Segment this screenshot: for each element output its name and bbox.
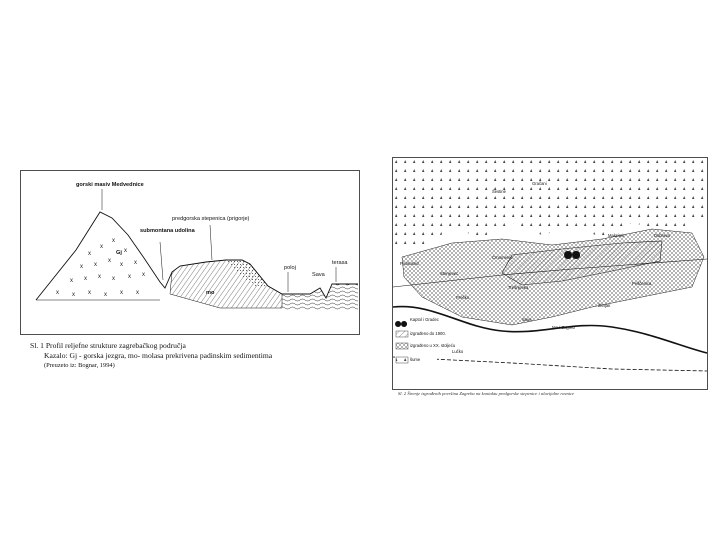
map-label-crnomerec: Črnomerec <box>492 255 513 260</box>
svg-text:x: x <box>100 244 103 250</box>
relief-profile-drawing <box>20 170 360 335</box>
relief-profile-figure <box>20 170 360 335</box>
map-label-precko: Prečko <box>456 295 470 300</box>
legend-item-forest: šume <box>410 357 421 362</box>
figure2-caption: Sl. 2 Širenje izgrađenih površina Zagreba na kontaktu predgorske stepenice i aluvijalne ravnice <box>398 391 575 396</box>
svg-text:x: x <box>84 276 87 282</box>
map-label-maksimir: Maksimir <box>608 233 625 238</box>
svg-text:x: x <box>112 276 115 282</box>
label-river: Sava <box>312 272 325 278</box>
svg-text:x: x <box>72 292 75 298</box>
map-label-pescenica: Peščenica <box>632 281 652 286</box>
label-molasse: mo <box>206 290 215 296</box>
map-label-sestine: Šestine <box>492 189 506 194</box>
svg-text:x: x <box>88 251 91 257</box>
label-massif: gorski masiv Medvednice <box>76 182 144 188</box>
svg-text:x: x <box>98 274 101 280</box>
label-depression: submontana udolina <box>140 228 195 234</box>
svg-text:x: x <box>120 262 123 268</box>
svg-text:x: x <box>134 260 137 266</box>
map-label-tresnjevka: Trešnjevka <box>508 285 529 290</box>
svg-text:x: x <box>56 290 59 296</box>
label-core: Gj <box>116 250 122 256</box>
label-terrace-step: predgorska stepenica (prigorje) <box>172 216 250 222</box>
map-label-dubrava: Dubrava <box>654 233 670 238</box>
svg-text:x: x <box>108 258 111 264</box>
figure1-caption <box>30 341 370 371</box>
svg-text:x: x <box>120 290 123 296</box>
city-map-figure <box>392 157 708 390</box>
svg-text:x: x <box>80 264 83 270</box>
svg-text:x: x <box>124 248 127 254</box>
map-label-sava: Sava <box>522 317 532 322</box>
label-floodplain: poloj <box>284 265 296 271</box>
caption-legend: Kazalo: Gj - gorska jezgra, mo- molasa prekrivena padinskim sedimentima <box>44 351 273 360</box>
map-label-stenjevec: Stenjevec <box>440 271 459 276</box>
svg-text:x: x <box>70 278 73 284</box>
map-label-gracani: Gračani <box>532 181 547 186</box>
caption-title: Sl. 1 Profil reljefne strukture zagrebačkog područja <box>30 341 186 350</box>
svg-text:x: x <box>142 272 145 278</box>
map-label-podsused: Podsused <box>400 261 419 266</box>
map-label-lucko: Lučko <box>452 349 464 354</box>
svg-text:x: x <box>88 290 91 296</box>
legend-item-kaptol: Kaptol i Gradec <box>410 317 439 322</box>
label-terrace: terasa <box>332 260 348 266</box>
svg-text:x: x <box>104 292 107 298</box>
legend-item-20th-century: izgrađeno u XX. stoljeću <box>410 343 456 348</box>
map-label-novi-zagreb: Novi Zagreb <box>552 325 575 330</box>
svg-text:x: x <box>94 262 97 268</box>
caption-source: (Preuzeto iz: Bognar, 1994) <box>44 362 115 369</box>
legend-item-pre-1900: izgrađeno do 1900. <box>410 331 446 336</box>
svg-text:x: x <box>128 274 131 280</box>
city-map-drawing <box>392 157 708 390</box>
svg-text:x: x <box>112 238 115 244</box>
map-label-zitnjak: Žitnjak <box>598 303 611 308</box>
svg-text:x: x <box>136 290 139 296</box>
